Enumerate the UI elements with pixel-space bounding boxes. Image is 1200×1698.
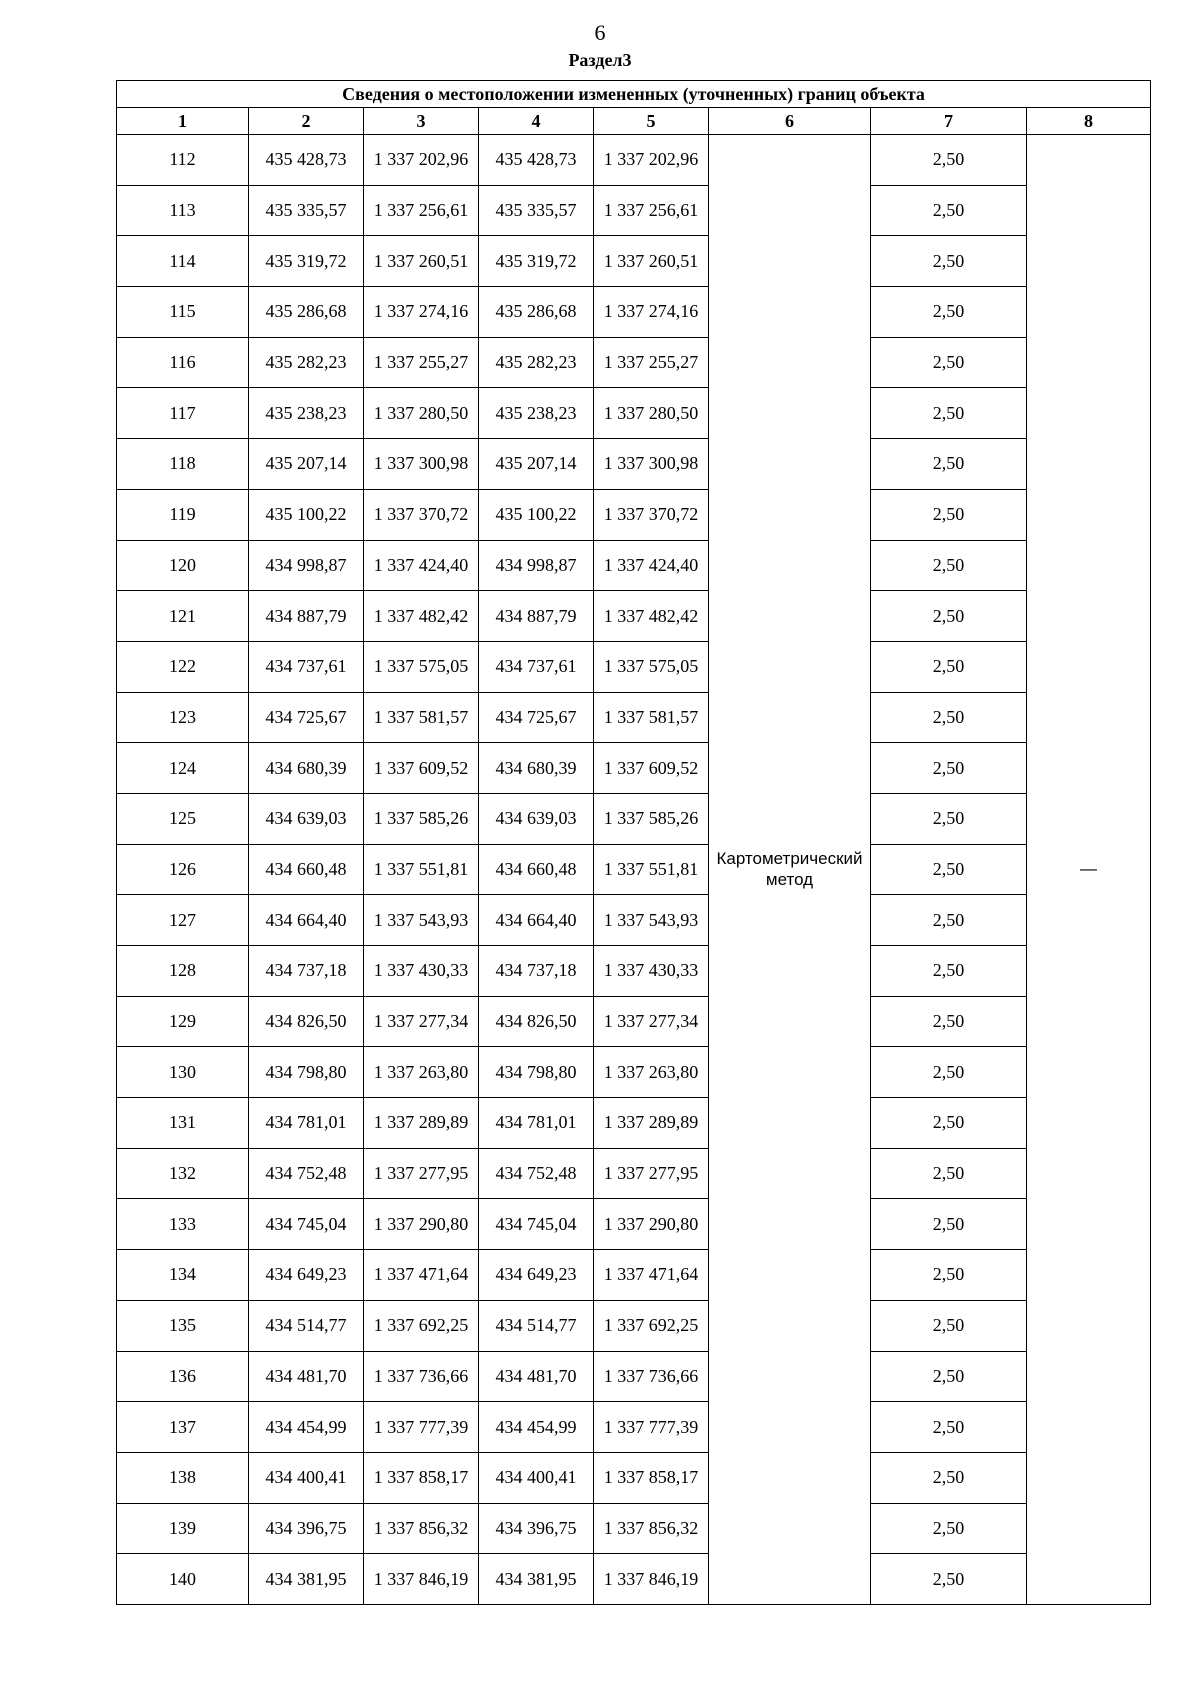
table-header-row bbox=[117, 108, 1151, 135]
table-cell: 1 337 260,51 bbox=[594, 236, 709, 287]
table-cell: 128 bbox=[117, 946, 249, 997]
table-cell: 2,50 bbox=[871, 439, 1027, 490]
table-row bbox=[117, 1250, 1151, 1301]
table-cell: 2,50 bbox=[871, 591, 1027, 642]
table-cell: 2,50 bbox=[871, 540, 1027, 591]
table-cell: 434 514,77 bbox=[249, 1300, 364, 1351]
table-cell: 2,50 bbox=[871, 1503, 1027, 1554]
col8-cell: — bbox=[1027, 135, 1151, 1605]
table-row bbox=[117, 1503, 1151, 1554]
table-row bbox=[117, 1300, 1151, 1351]
table-cell: 123 bbox=[117, 692, 249, 743]
table-cell: 119 bbox=[117, 489, 249, 540]
table-cell: 2,50 bbox=[871, 388, 1027, 439]
table-row bbox=[117, 641, 1151, 692]
table-cell: 2,50 bbox=[871, 135, 1027, 186]
table-cell: 1 337 300,98 bbox=[364, 439, 479, 490]
table-cell: 1 337 277,95 bbox=[594, 1148, 709, 1199]
column-header: 8 bbox=[1027, 108, 1151, 135]
table-cell: 2,50 bbox=[871, 1047, 1027, 1098]
table-cell: 136 bbox=[117, 1351, 249, 1402]
table-cell: 1 337 846,19 bbox=[594, 1554, 709, 1605]
table-cell: 435 319,72 bbox=[479, 236, 594, 287]
table-row bbox=[117, 895, 1151, 946]
table-cell: 434 887,79 bbox=[249, 591, 364, 642]
table-cell: 435 286,68 bbox=[249, 287, 364, 338]
table-row bbox=[117, 287, 1151, 338]
table-cell: 2,50 bbox=[871, 337, 1027, 388]
table-cell: 434 752,48 bbox=[479, 1148, 594, 1199]
table-cell: 1 337 263,80 bbox=[594, 1047, 709, 1098]
table-cell: 1 337 736,66 bbox=[364, 1351, 479, 1402]
table-row bbox=[117, 1047, 1151, 1098]
table-cell: 1 337 290,80 bbox=[364, 1199, 479, 1250]
table-cell: 434 454,99 bbox=[479, 1402, 594, 1453]
table-cell: 435 335,57 bbox=[249, 185, 364, 236]
table-cell: 112 bbox=[117, 135, 249, 186]
table-cell: 1 337 777,39 bbox=[364, 1402, 479, 1453]
table-cell: 1 337 274,16 bbox=[594, 287, 709, 338]
table-cell: 1 337 280,50 bbox=[364, 388, 479, 439]
method-cell: Картометрический метод bbox=[709, 135, 871, 1605]
table-cell: 1 337 471,64 bbox=[594, 1250, 709, 1301]
table-cell: 1 337 280,50 bbox=[594, 388, 709, 439]
table-cell: 2,50 bbox=[871, 844, 1027, 895]
table-cell: 132 bbox=[117, 1148, 249, 1199]
table-cell: 1 337 260,51 bbox=[364, 236, 479, 287]
table-cell: 435 319,72 bbox=[249, 236, 364, 287]
table-cell: 1 337 289,89 bbox=[364, 1098, 479, 1149]
table-cell: 435 428,73 bbox=[249, 135, 364, 186]
table-cell: 113 bbox=[117, 185, 249, 236]
table-cell: 1 337 424,40 bbox=[594, 540, 709, 591]
table-cell: 1 337 581,57 bbox=[364, 692, 479, 743]
table-cell: 435 282,23 bbox=[249, 337, 364, 388]
table-cell: 139 bbox=[117, 1503, 249, 1554]
table-row bbox=[117, 793, 1151, 844]
table-cell: 1 337 609,52 bbox=[594, 743, 709, 794]
table-cell: 434 826,50 bbox=[479, 996, 594, 1047]
table-cell: 434 481,70 bbox=[479, 1351, 594, 1402]
table-cell: 2,50 bbox=[871, 287, 1027, 338]
table-cell: 2,50 bbox=[871, 1300, 1027, 1351]
table-cell: 1 337 256,61 bbox=[364, 185, 479, 236]
table-cell: 1 337 551,81 bbox=[594, 844, 709, 895]
table-cell: 434 514,77 bbox=[479, 1300, 594, 1351]
table-cell: 2,50 bbox=[871, 743, 1027, 794]
table-cell: 1 337 256,61 bbox=[594, 185, 709, 236]
table-cell: 1 337 430,33 bbox=[594, 946, 709, 997]
table-cell: 435 335,57 bbox=[479, 185, 594, 236]
table-cell: 1 337 482,42 bbox=[594, 591, 709, 642]
table-cell: 1 337 370,72 bbox=[364, 489, 479, 540]
table-row bbox=[117, 996, 1151, 1047]
table-cell: 131 bbox=[117, 1098, 249, 1149]
table-row bbox=[117, 1402, 1151, 1453]
table-cell: 1 337 482,42 bbox=[364, 591, 479, 642]
table-cell: 138 bbox=[117, 1452, 249, 1503]
column-header: 7 bbox=[871, 108, 1027, 135]
table-cell: 434 826,50 bbox=[249, 996, 364, 1047]
table-cell: 125 bbox=[117, 793, 249, 844]
table-cell: 1 337 424,40 bbox=[364, 540, 479, 591]
table-cell: 135 bbox=[117, 1300, 249, 1351]
table-row bbox=[117, 135, 1151, 186]
table-caption: Сведения о местоположении измененных (уточненных) границ объекта bbox=[117, 81, 1151, 108]
column-header: 2 bbox=[249, 108, 364, 135]
table-cell: 127 bbox=[117, 895, 249, 946]
table-cell: 120 bbox=[117, 540, 249, 591]
table-cell: 434 781,01 bbox=[249, 1098, 364, 1149]
table-cell: 434 737,61 bbox=[249, 641, 364, 692]
table-cell: 2,50 bbox=[871, 996, 1027, 1047]
column-header: 6 bbox=[709, 108, 871, 135]
table-cell: 434 649,23 bbox=[249, 1250, 364, 1301]
column-header: 4 bbox=[479, 108, 594, 135]
table-row bbox=[117, 185, 1151, 236]
table-cell: 2,50 bbox=[871, 793, 1027, 844]
table-cell: 435 207,14 bbox=[479, 439, 594, 490]
table-cell: 434 798,80 bbox=[479, 1047, 594, 1098]
table-cell: 114 bbox=[117, 236, 249, 287]
table-cell: 1 337 692,25 bbox=[594, 1300, 709, 1351]
table-cell: 121 bbox=[117, 591, 249, 642]
table-row bbox=[117, 692, 1151, 743]
table-cell: 1 337 290,80 bbox=[594, 1199, 709, 1250]
table-row bbox=[117, 1098, 1151, 1149]
table-row bbox=[117, 337, 1151, 388]
table-caption-row bbox=[117, 81, 1151, 108]
table-row bbox=[117, 388, 1151, 439]
column-header: 5 bbox=[594, 108, 709, 135]
table-cell: 434 639,03 bbox=[479, 793, 594, 844]
table-cell: 2,50 bbox=[871, 1098, 1027, 1149]
table-cell: 124 bbox=[117, 743, 249, 794]
table-cell: 435 428,73 bbox=[479, 135, 594, 186]
table-cell: 1 337 858,17 bbox=[594, 1452, 709, 1503]
table-cell: 2,50 bbox=[871, 641, 1027, 692]
table-cell: 1 337 274,16 bbox=[364, 287, 479, 338]
table-cell: 1 337 471,64 bbox=[364, 1250, 479, 1301]
table-cell: 434 737,61 bbox=[479, 641, 594, 692]
table-cell: 434 660,48 bbox=[479, 844, 594, 895]
table-cell: 434 998,87 bbox=[479, 540, 594, 591]
table-cell: 434 781,01 bbox=[479, 1098, 594, 1149]
table-cell: 434 454,99 bbox=[249, 1402, 364, 1453]
table-cell: 434 400,41 bbox=[249, 1452, 364, 1503]
table-row bbox=[117, 489, 1151, 540]
table-cell: 117 bbox=[117, 388, 249, 439]
table-cell: 434 752,48 bbox=[249, 1148, 364, 1199]
table-cell: 116 bbox=[117, 337, 249, 388]
table-cell: 434 725,67 bbox=[249, 692, 364, 743]
table-cell: 1 337 202,96 bbox=[364, 135, 479, 186]
table-cell: 435 286,68 bbox=[479, 287, 594, 338]
table-cell: 2,50 bbox=[871, 1148, 1027, 1199]
table-cell: 130 bbox=[117, 1047, 249, 1098]
table-cell: 434 660,48 bbox=[249, 844, 364, 895]
table-cell: 435 207,14 bbox=[249, 439, 364, 490]
table-cell: 1 337 430,33 bbox=[364, 946, 479, 997]
table-row bbox=[117, 1554, 1151, 1605]
table-cell: 434 725,67 bbox=[479, 692, 594, 743]
table-cell: 434 400,41 bbox=[479, 1452, 594, 1503]
table-cell: 435 100,22 bbox=[479, 489, 594, 540]
table-cell: 434 737,18 bbox=[479, 946, 594, 997]
table-cell: 2,50 bbox=[871, 185, 1027, 236]
table-cell: 435 282,23 bbox=[479, 337, 594, 388]
table-cell: 126 bbox=[117, 844, 249, 895]
table-cell: 1 337 846,19 bbox=[364, 1554, 479, 1605]
table-cell: 1 337 575,05 bbox=[364, 641, 479, 692]
table-cell: 1 337 370,72 bbox=[594, 489, 709, 540]
table-cell: 434 381,95 bbox=[479, 1554, 594, 1605]
table-cell: 434 887,79 bbox=[479, 591, 594, 642]
table-cell: 133 bbox=[117, 1199, 249, 1250]
table-row bbox=[117, 439, 1151, 490]
table-row bbox=[117, 1199, 1151, 1250]
table-cell: 1 337 277,34 bbox=[364, 996, 479, 1047]
table-cell: 115 bbox=[117, 287, 249, 338]
page-number: 6 bbox=[594, 20, 606, 45]
coordinates-table bbox=[116, 80, 1151, 1605]
table-cell: 1 337 277,95 bbox=[364, 1148, 479, 1199]
table-cell: 434 737,18 bbox=[249, 946, 364, 997]
table-cell: 2,50 bbox=[871, 1402, 1027, 1453]
table-row bbox=[117, 1148, 1151, 1199]
table-cell: 1 337 581,57 bbox=[594, 692, 709, 743]
table-cell: 434 798,80 bbox=[249, 1047, 364, 1098]
table-cell: 137 bbox=[117, 1402, 249, 1453]
table-cell: 434 396,75 bbox=[479, 1503, 594, 1554]
table-cell: 1 337 255,27 bbox=[594, 337, 709, 388]
table-cell: 1 337 543,93 bbox=[594, 895, 709, 946]
table-cell: 1 337 777,39 bbox=[594, 1402, 709, 1453]
table-cell: 1 337 856,32 bbox=[364, 1503, 479, 1554]
table-row bbox=[117, 236, 1151, 287]
table-cell: 122 bbox=[117, 641, 249, 692]
table-cell: 1 337 255,27 bbox=[364, 337, 479, 388]
table-cell: 435 100,22 bbox=[249, 489, 364, 540]
table-cell: 2,50 bbox=[871, 1351, 1027, 1402]
table-row bbox=[117, 844, 1151, 895]
table-cell: 1 337 202,96 bbox=[594, 135, 709, 186]
table-cell: 2,50 bbox=[871, 692, 1027, 743]
table-cell: 434 649,23 bbox=[479, 1250, 594, 1301]
table-row bbox=[117, 540, 1151, 591]
table-cell: 1 337 856,32 bbox=[594, 1503, 709, 1554]
table-cell: 1 337 609,52 bbox=[364, 743, 479, 794]
table-cell: 2,50 bbox=[871, 895, 1027, 946]
table-cell: 2,50 bbox=[871, 946, 1027, 997]
table-cell: 1 337 858,17 bbox=[364, 1452, 479, 1503]
table-row bbox=[117, 1351, 1151, 1402]
table-cell: 434 481,70 bbox=[249, 1351, 364, 1402]
column-header: 3 bbox=[364, 108, 479, 135]
table-row bbox=[117, 743, 1151, 794]
table-cell: 1 337 300,98 bbox=[594, 439, 709, 490]
table-cell: 435 238,23 bbox=[479, 388, 594, 439]
table-body bbox=[117, 135, 1151, 1605]
table-cell: 1 337 277,34 bbox=[594, 996, 709, 1047]
table-cell: 2,50 bbox=[871, 1250, 1027, 1301]
table-cell: 434 998,87 bbox=[249, 540, 364, 591]
section-title: Раздел3 bbox=[568, 50, 632, 70]
table-row bbox=[117, 946, 1151, 997]
table-cell: 1 337 585,26 bbox=[594, 793, 709, 844]
table-cell: 129 bbox=[117, 996, 249, 1047]
table-cell: 434 745,04 bbox=[249, 1199, 364, 1250]
table-row bbox=[117, 1452, 1151, 1503]
table-cell: 1 337 575,05 bbox=[594, 641, 709, 692]
table-cell: 1 337 551,81 bbox=[364, 844, 479, 895]
table-cell: 1 337 289,89 bbox=[594, 1098, 709, 1149]
table-cell: 434 680,39 bbox=[249, 743, 364, 794]
column-header: 1 bbox=[117, 108, 249, 135]
table-cell: 434 664,40 bbox=[249, 895, 364, 946]
table-cell: 134 bbox=[117, 1250, 249, 1301]
table-cell: 1 337 585,26 bbox=[364, 793, 479, 844]
table-cell: 140 bbox=[117, 1554, 249, 1605]
table-cell: 1 337 692,25 bbox=[364, 1300, 479, 1351]
table-cell: 434 396,75 bbox=[249, 1503, 364, 1554]
table-cell: 434 639,03 bbox=[249, 793, 364, 844]
table-cell: 2,50 bbox=[871, 1199, 1027, 1250]
table-cell: 118 bbox=[117, 439, 249, 490]
table-cell: 1 337 543,93 bbox=[364, 895, 479, 946]
table-cell: 434 745,04 bbox=[479, 1199, 594, 1250]
table-cell: 2,50 bbox=[871, 1554, 1027, 1605]
table-cell: 2,50 bbox=[871, 236, 1027, 287]
table-cell: 434 664,40 bbox=[479, 895, 594, 946]
table-cell: 1 337 736,66 bbox=[594, 1351, 709, 1402]
table-cell: 434 381,95 bbox=[249, 1554, 364, 1605]
table-cell: 2,50 bbox=[871, 489, 1027, 540]
table-cell: 1 337 263,80 bbox=[364, 1047, 479, 1098]
table-row bbox=[117, 591, 1151, 642]
table-cell: 434 680,39 bbox=[479, 743, 594, 794]
table-cell: 2,50 bbox=[871, 1452, 1027, 1503]
table-cell: 435 238,23 bbox=[249, 388, 364, 439]
